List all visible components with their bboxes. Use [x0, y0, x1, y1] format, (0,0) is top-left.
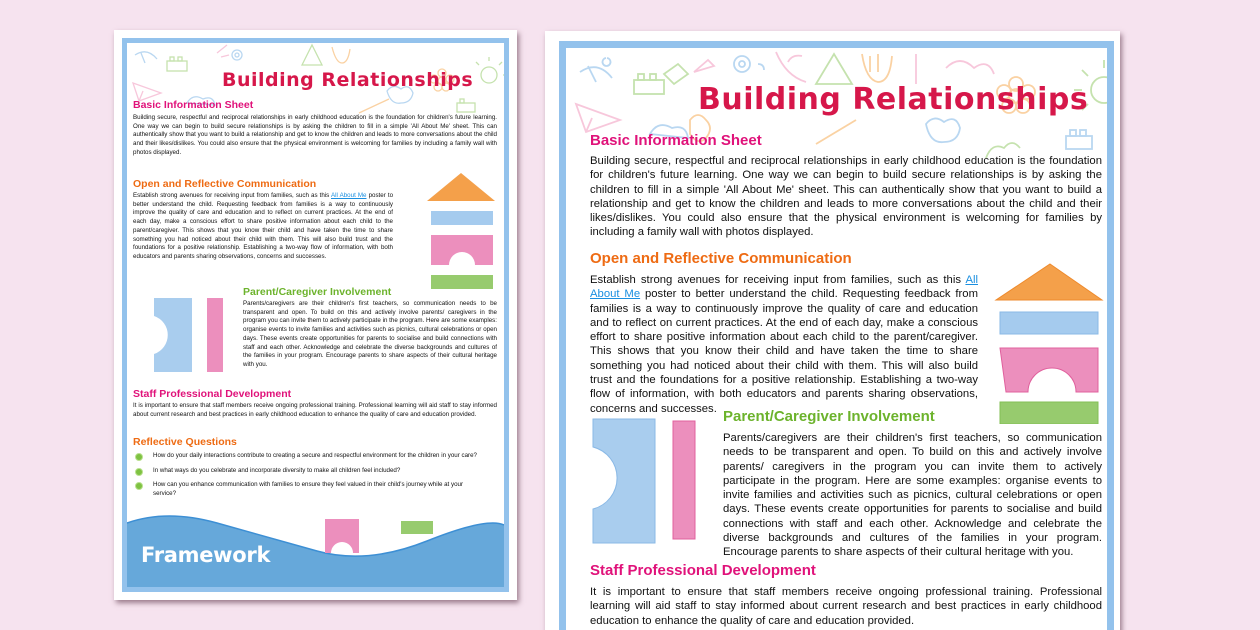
all-about-me-link[interactable]: All About Me	[331, 192, 367, 199]
heading-parent-involvement: Parent/Caregiver Involvement	[723, 408, 935, 425]
heading-basic-information: Basic Information Sheet	[133, 99, 254, 111]
paragraph-staff-development: It is important to ensure that staff members receive ongoing professional training. Professional learning will aid staff to stay informed about current research and best practices in early childhood education to enhance the quality of care and education provided.	[133, 402, 497, 418]
paper-plane-doodle-icon	[576, 104, 620, 132]
bullet-dot-icon	[135, 468, 143, 476]
paragraph-basic-information: Building secure, respectful and reciprocal relationships in early childhood education is the foundation for children's future learning. One way we can begin to build secure relationships is by asking the children to fill in a simple 'All About Me' sheet. This can authentically show that you want to build a relationship and get to know the children and leads to more conversations about the child and their likes/dislikes. You could also ensure that the physical environment is welcoming for families by including a family wall with photos displayed.	[133, 114, 497, 156]
heading-staff-development: Staff Professional Development	[133, 388, 292, 400]
koala-doodle-icon	[926, 118, 960, 142]
block-tower-illustration	[994, 262, 1106, 424]
question-item: How do your daily interactions contribute to creating a secure and respectful environment for the children in your care?	[133, 452, 478, 461]
blocks-illustration-left	[591, 417, 701, 547]
paragraph-communication: Establish strong avenues for receiving input from families, such as this All About Me poster to better understand the child. Requesting feedback from families is a way to continuously improve the quality of care and education and to reflect on current practices. At the end of each day, make a conscious effort to share positive information about each child to the parent/caregiver. This shows that you know their child and have taken the time to share something you had noticed about their child with them. This will also build trust and the foundations for a positive relationship. Establishing a two-way flow of information, with both educators and parents sharing observations, concerns and successes.	[590, 274, 978, 415]
paragraph-parent-involvement: Parents/caregivers are their children's first teachers, so communication needs to be transparent and open. To build on this and actively involve parents/ caregivers in the program you can invite them to actively participate in the program. Here are some examples: organise events to invite families and activities such as picnics, cultural celebrations or open days. These events create opportunities for parents to socialise and build connections with staff and each other. Acknowledge and celebrate the diverse backgrounds and cultures of the families in your program. Encourage parents to share aspects of their cultural heritage with you.	[243, 300, 497, 368]
block-tower-illustration	[425, 171, 497, 291]
heading-communication: Open and Reflective Communication	[133, 178, 317, 190]
page-frame	[559, 41, 1114, 630]
paragraph-staff-development: It is important to ensure that staff members receive ongoing professional training. Professional learning will aid staff to stay informed about current research and best practices in early childhood education to enhance the quality of care and education provided.	[590, 586, 1102, 627]
leaf-doodle-icon	[580, 58, 612, 82]
building-block-doodle-icon	[634, 64, 688, 94]
heading-reflective-questions: Reflective Questions	[133, 436, 237, 448]
page-title: Building Relationships	[698, 82, 1089, 117]
bullet-dot-icon	[135, 482, 143, 490]
document-preview-large	[545, 31, 1120, 630]
document-preview-small	[114, 30, 517, 600]
paintbrush-doodle-icon	[694, 60, 714, 72]
paintbrush-doodle-icon	[359, 99, 389, 113]
hand-doodle-icon	[862, 54, 892, 82]
footer-brand: Framework	[141, 543, 271, 567]
question-item: In what ways do you celebrate and incorporate diversity to make all children feel included?	[133, 467, 478, 476]
heading-basic-information: Basic Information Sheet	[590, 132, 762, 149]
leaf-doodle-icon	[135, 52, 157, 63]
question-item: How can you enhance communication with families to ensure they feel valued in their child's journey while at your service?	[133, 481, 478, 498]
paragraph-communication: Establish strong avenues for receiving input from families, such as this All About Me poster to better understand the child. Requesting feedback from families is a way to continuously improve the quality of care and education and to reflect on current practices. At the end of each day, make a conscious effort to share positive information about each child to the parent/caregiver. This shows that you know their child and have taken the time to share something you had noticed about their child with them. This will also build trust and the foundations for a positive relationship. Establishing a two-way flow of information, with both educators and parents sharing observations, concerns and successes.	[133, 192, 394, 260]
paragraph-parent-involvement: Parents/caregivers are their children's first teachers, so communication needs to be transparent and open. To build on this and actively involve parents/ caregivers in the program you can invite them to actively participate in the program. Here are some examples: organise events to invite families and activities such as picnics, cultural celebrations or open days. These events create opportunities for parents to socialise and build connections with staff and each other. Acknowledge and celebrate the diverse backgrounds and cultures of the families in your program. Encourage parents to share aspects of their cultural heritage with you.	[723, 432, 1102, 559]
heading-staff-development: Staff Professional Development	[590, 562, 816, 579]
all-about-me-link[interactable]: All About Me	[590, 274, 978, 301]
paragraph-basic-information: Building secure, respectful and reciprocal relationships in early childhood education is the foundation for children's future learning. One way we can begin to build secure relationships is by asking the children to fill in a simple 'All About Me' sheet. This can authentically show that you want to build a relationship and get to know the children and leads to more conversations about the child and their likes/dislikes. You could also ensure that the physical environment is welcoming for families by including a family wall with photos displayed.	[590, 155, 1102, 239]
heading-communication: Open and Reflective Communication	[590, 250, 852, 267]
bullet-dot-icon	[135, 453, 143, 461]
heading-parent-involvement: Parent/Caregiver Involvement	[243, 286, 392, 298]
blocks-illustration-footer	[323, 517, 433, 557]
hand-doodle-icon	[332, 47, 350, 63]
blocks-illustration-left	[152, 296, 227, 376]
page-frame	[122, 38, 509, 592]
page-title: Building Relationships	[222, 69, 474, 91]
sun-doodle-icon	[476, 57, 504, 83]
building-block-doodle-icon	[167, 57, 187, 71]
reflective-questions-list	[133, 452, 478, 505]
